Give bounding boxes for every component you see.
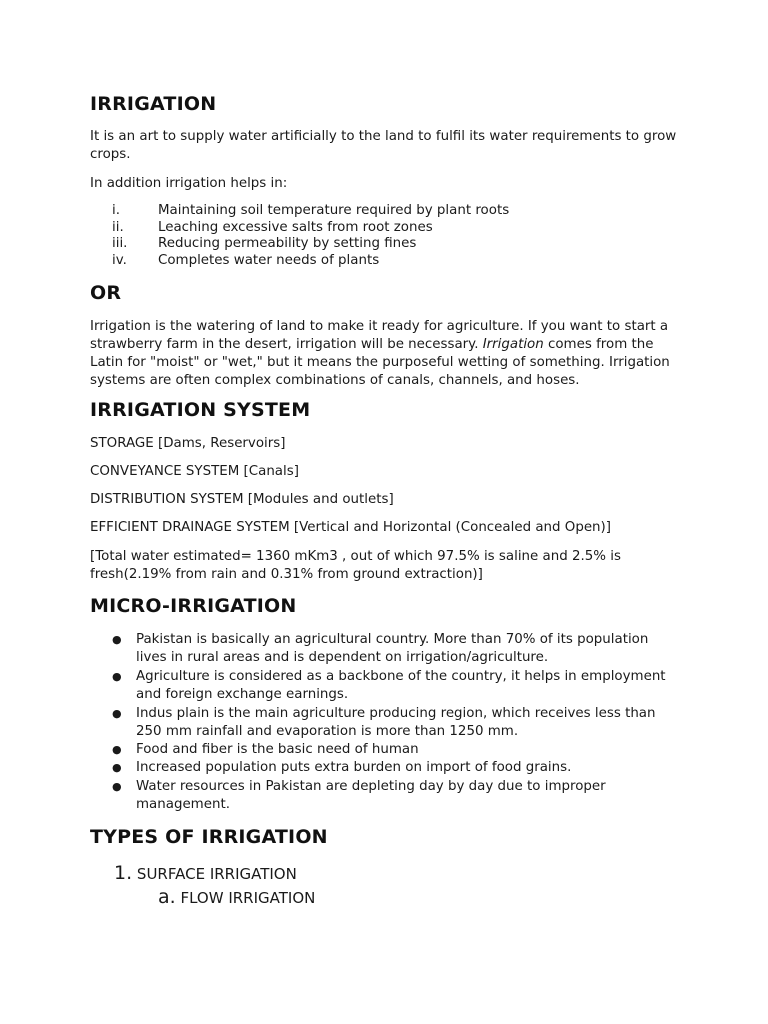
system-drainage: EFFICIENT DRAINAGE SYSTEM [Vertical and Horizontal (Concealed and Open)] — [90, 520, 611, 535]
list-item — [112, 631, 672, 667]
bullet-dot: ● — [112, 670, 122, 683]
bullet-text: Agriculture is considered as a backbone of the country, it helps in employment and foreign exchange earnings. — [136, 669, 666, 702]
item-marker: a. — [158, 886, 176, 908]
heading-types-of-irrigation: TYPES OF IRRIGATION — [90, 826, 328, 848]
bullet-dot: ● — [112, 743, 122, 756]
bullet-text: Increased population puts extra burden on import of food grains. — [136, 760, 572, 775]
list-number: iv. — [112, 252, 127, 268]
list-item — [112, 741, 672, 759]
bullet-text: Indus plain is the main agriculture producing region, which receives less than 250 mm rainfall and evaporation is more than 1250 mm. — [136, 706, 656, 739]
system-storage: STORAGE [Dams, Reservoirs] — [90, 436, 286, 451]
system-distribution: DISTRIBUTION SYSTEM [Modules and outlets] — [90, 492, 394, 507]
heading-irrigation: IRRIGATION — [90, 93, 217, 115]
heading-or: OR — [90, 282, 122, 304]
bullet-text: Water resources in Pakistan are depleting day by day due to improper management. — [136, 779, 606, 812]
item-marker: 1. — [114, 862, 133, 884]
list-item — [112, 705, 672, 741]
system-conveyance: CONVEYANCE SYSTEM [Canals] — [90, 464, 299, 479]
irrigation-definition: It is an art to supply water artificially to the land to fulfil its water requirements to grow crops. — [90, 129, 677, 162]
item-text: FLOW IRRIGATION — [180, 889, 316, 907]
bullet-dot: ● — [112, 707, 122, 720]
list-number: iii. — [112, 236, 128, 251]
bullet-dot: ● — [112, 633, 122, 646]
item-text: SURFACE IRRIGATION — [136, 865, 297, 883]
list-number: ii. — [112, 219, 124, 235]
list-item — [112, 778, 672, 814]
or-paragraph — [90, 318, 680, 390]
addition-intro: In addition irrigation helps in: — [90, 176, 288, 191]
list-item — [112, 759, 672, 777]
list-text: Leaching excessive salts from root zones — [158, 219, 433, 235]
bullet-text: Pakistan is basically an agricultural country. More than 70% of its population lives in rural areas and is dependent on irrigation/agriculture. — [136, 632, 649, 665]
bullet-dot: ● — [112, 780, 122, 793]
water-estimate: [Total water estimated= 1360 mKm3 , out of which 97.5% is saline and 2.5% is fresh(2.19% from rain and 0.31% from ground extraction)] — [90, 549, 621, 582]
list-text: Completes water needs of plants — [158, 252, 380, 268]
types-item-1 — [114, 862, 297, 884]
heading-irrigation-system: IRRIGATION SYSTEM — [90, 399, 311, 421]
or-paragraph-part2: comes from the Latin for "moist" or "wet," but it means the purposeful wetting of something. Irrigation systems are often complex combinations of canals, channels, and hoses. — [90, 337, 670, 388]
list-text: Reducing permeability by setting fines — [158, 236, 417, 251]
bullet-dot: ● — [112, 761, 122, 774]
types-item-a — [158, 886, 315, 908]
list-text: Maintaining soil temperature required by plant roots — [158, 203, 510, 218]
or-paragraph-part1: Irrigation is the watering of land to make it ready for agriculture. If you want to start a strawberry farm in the desert, irrigation will be necessary. — [90, 319, 669, 352]
bullet-text: Food and fiber is the basic need of human — [136, 742, 419, 757]
heading-micro-irrigation: MICRO-IRRIGATION — [90, 595, 297, 617]
list-number: i. — [112, 203, 120, 218]
list-item — [112, 668, 672, 704]
or-paragraph-italic: Irrigation — [482, 337, 544, 352]
